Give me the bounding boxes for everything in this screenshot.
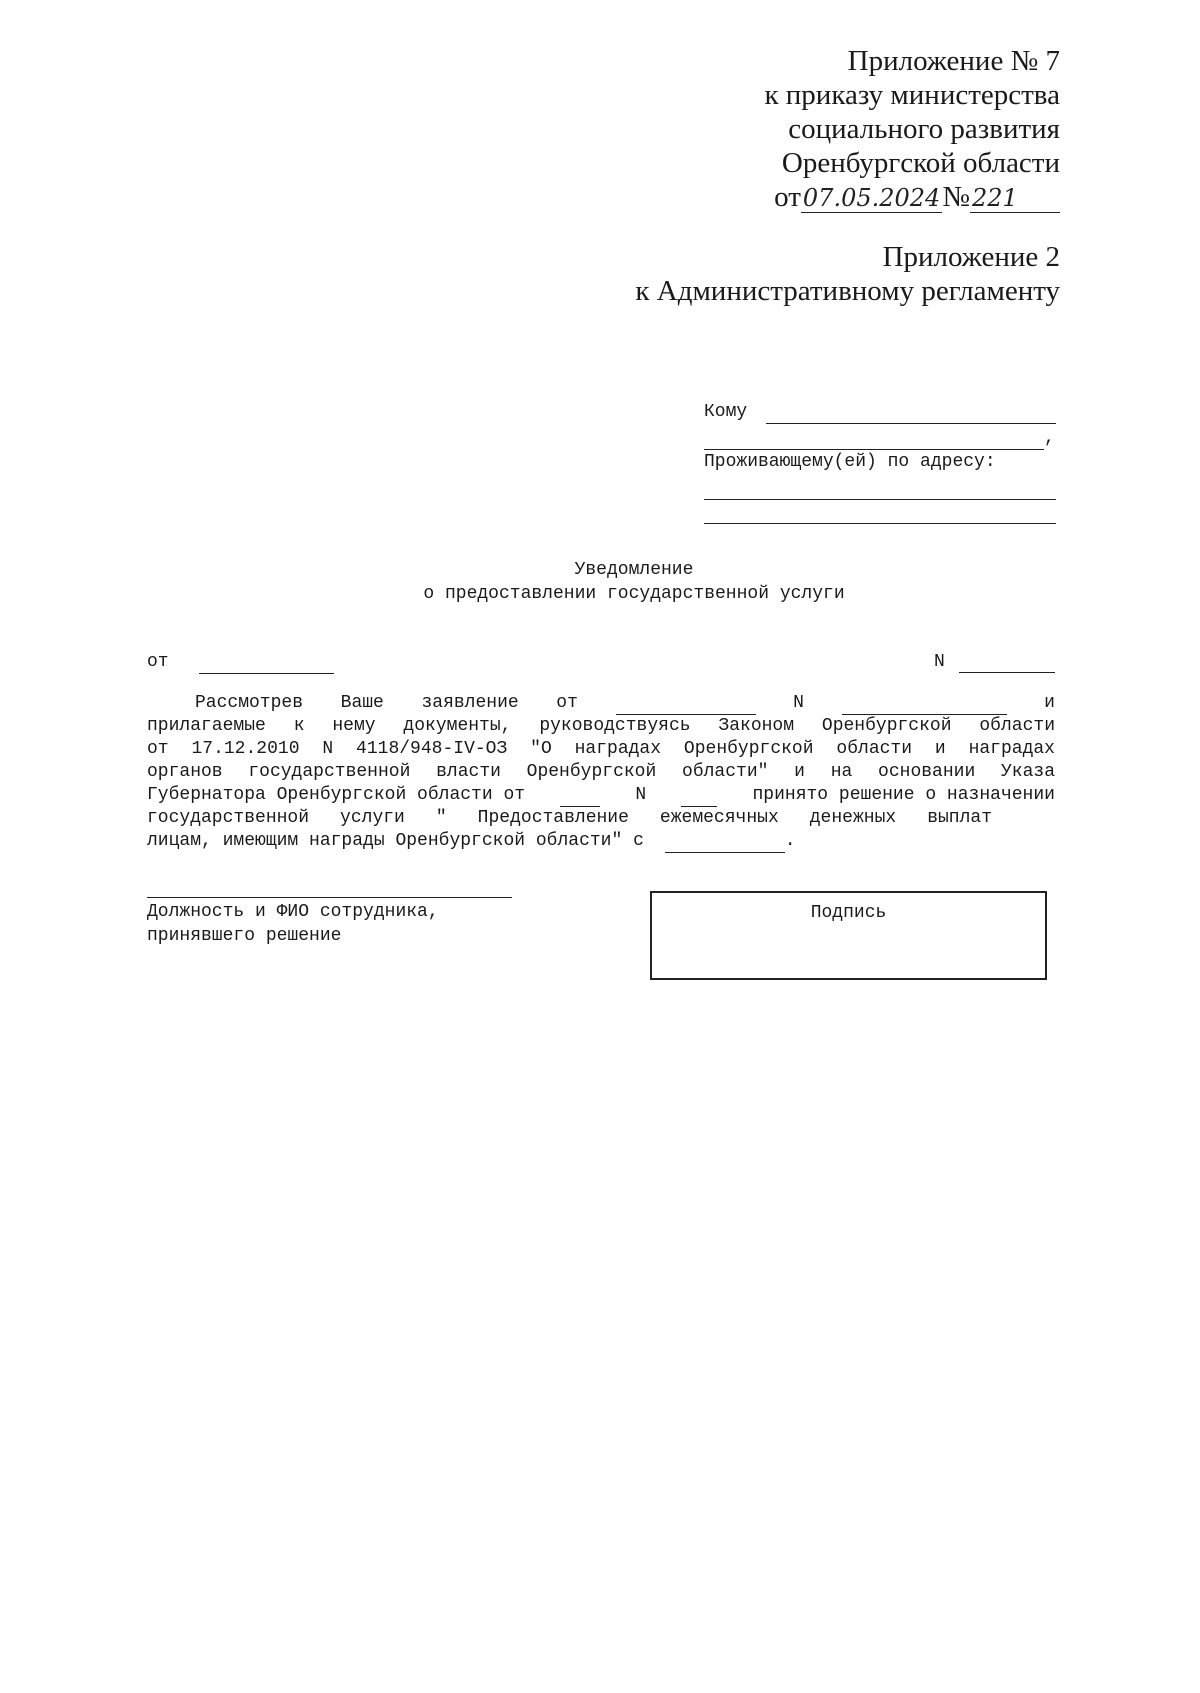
addressee-name-field-2[interactable] xyxy=(704,431,1044,450)
body-line-5 xyxy=(147,784,1055,807)
appendix-2-header xyxy=(635,240,1060,308)
body-word-your: Ваше xyxy=(340,693,384,713)
appendix-7-line4: Оренбургской области xyxy=(781,147,1060,179)
application-date-field[interactable] xyxy=(616,696,756,715)
body-line-5-end: принято решение о назначении xyxy=(752,785,1055,805)
addressee-name-field[interactable] xyxy=(766,405,1056,424)
body-line-5-start: Губернатора Оренбургской области от xyxy=(147,785,526,805)
signature-box-label: Подпись xyxy=(810,903,887,923)
body-word-reviewed: Рассмотрев xyxy=(195,693,304,713)
order-number-handwritten: 221 xyxy=(970,184,1060,213)
body-word-from: от xyxy=(556,693,578,713)
addressee-to-row xyxy=(704,400,1056,424)
addressee-to-label: Кому xyxy=(704,402,748,422)
application-number-field[interactable] xyxy=(842,696,1007,715)
appendix-7-header xyxy=(764,44,1060,214)
decree-number-field[interactable] xyxy=(681,788,717,807)
body-line-7 xyxy=(147,830,1055,853)
signature-box[interactable] xyxy=(650,891,1047,980)
addressee-block xyxy=(704,400,1056,524)
order-date-handwritten: 07.05.2024 xyxy=(802,184,941,212)
body-decree-n-label: N xyxy=(635,785,647,805)
body-line-6: государственной услуги " Предоставление ежемесячных денежных выплат xyxy=(147,808,992,828)
addressee-address-row1 xyxy=(704,476,1056,500)
notice-number-field[interactable] xyxy=(959,654,1055,673)
address-field-1[interactable] xyxy=(704,481,1056,500)
official-signature-rule xyxy=(147,897,512,898)
notice-title: Уведомление xyxy=(574,560,694,580)
notice-body xyxy=(147,692,1055,853)
notice-title-block xyxy=(0,558,1200,606)
addressee-name-row2 xyxy=(704,426,1056,450)
body-line-7-text: лицам, имеющим награды Оренбургской области" с xyxy=(147,831,644,851)
appendix-2-subtitle: к Административному регламенту xyxy=(635,275,1060,307)
order-number-sign: № xyxy=(942,181,970,213)
appendix-7-line3: социального развития xyxy=(788,113,1060,145)
body-line-3: от 17.12.2010 N 4118/948-IV-ОЗ "О наградах Оренбургской области и наградах xyxy=(147,739,1055,759)
official-signature-block xyxy=(147,897,512,948)
body-line-4: органов государственной власти Оренбургской области" и на основании Указа xyxy=(147,762,1055,782)
appendix-7-order-line xyxy=(764,180,1060,214)
notice-date-row xyxy=(147,650,1055,674)
decree-date-field[interactable] xyxy=(560,788,600,807)
addressee-comma: , xyxy=(1044,428,1055,448)
notice-number-label: N xyxy=(934,652,945,672)
notice-subtitle: о предоставлении государственной услуги xyxy=(423,584,845,604)
appendix-7-line2: к приказу министерства xyxy=(764,79,1060,111)
payment-start-date-field[interactable] xyxy=(665,834,785,853)
appendix-7-title: Приложение № 7 xyxy=(847,45,1060,77)
addressee-residing-row xyxy=(704,450,1056,474)
body-word-application: заявление xyxy=(421,693,519,713)
notice-date-label: от xyxy=(147,652,169,672)
official-position-line2: принявшего решение xyxy=(147,926,342,946)
address-field-2[interactable] xyxy=(704,505,1056,524)
body-application-n-label: N xyxy=(793,693,804,713)
official-position-line1: Должность и ФИО сотрудника, xyxy=(147,902,439,922)
body-word-and: и xyxy=(1044,693,1055,713)
body-line-1 xyxy=(147,692,1055,715)
body-line-7-period: . xyxy=(784,831,796,851)
addressee-address-row2 xyxy=(704,500,1056,524)
addressee-residing-label: Проживающему(ей) по адресу: xyxy=(704,452,996,472)
appendix-2-title: Приложение 2 xyxy=(882,241,1060,273)
body-line-2: прилагаемые к нему документы, руководствуясь Законом Оренбургской области xyxy=(147,716,1055,736)
notice-date-field[interactable] xyxy=(199,655,334,674)
order-from-prefix: от xyxy=(774,181,801,213)
